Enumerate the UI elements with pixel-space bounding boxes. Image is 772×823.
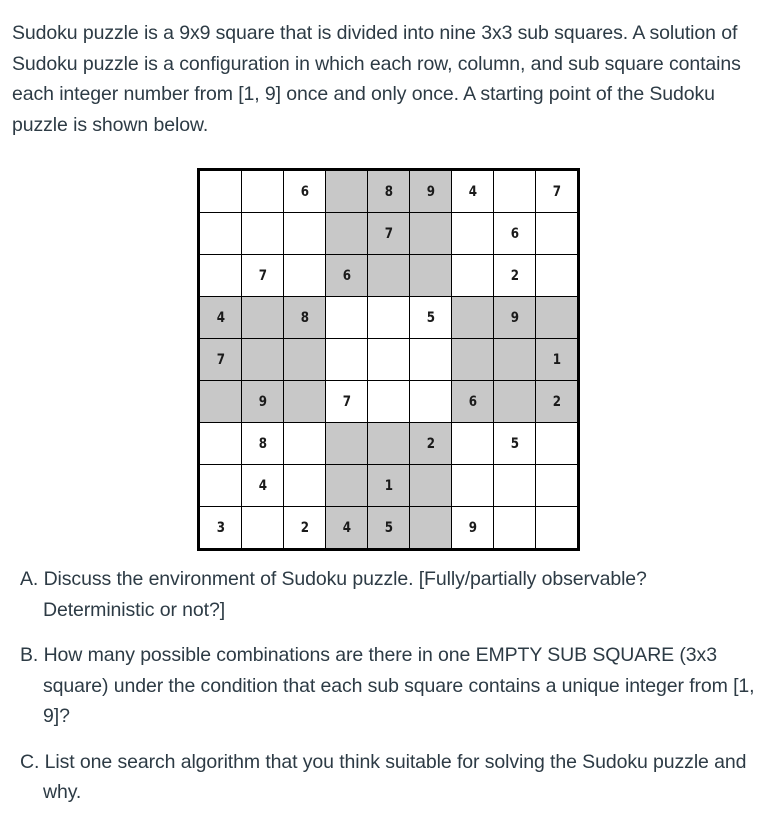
- sudoku-cell-value: 9: [468, 519, 477, 536]
- sudoku-cell: [284, 423, 326, 465]
- sudoku-cell: [368, 339, 410, 381]
- sudoku-cell: [326, 255, 368, 297]
- sudoku-row: [199, 297, 579, 339]
- sudoku-cell-value: 8: [300, 309, 309, 326]
- sudoku-cell: [452, 339, 494, 381]
- sudoku-row: [199, 170, 579, 213]
- sudoku-cell: [410, 507, 452, 550]
- sudoku-cell: [536, 170, 579, 213]
- sudoku-row: [199, 255, 579, 297]
- sudoku-cell-value: 4: [342, 519, 351, 536]
- sudoku-row: [199, 465, 579, 507]
- sudoku-cell: [199, 297, 242, 339]
- sudoku-cell: [242, 423, 284, 465]
- sudoku-cell-value: 6: [342, 267, 351, 284]
- sudoku-cell: [326, 507, 368, 550]
- sudoku-cell: [284, 465, 326, 507]
- sudoku-cell: [494, 423, 536, 465]
- sudoku-cell: [242, 213, 284, 255]
- sudoku-cell-value: 1: [384, 477, 393, 494]
- sudoku-cell: [452, 213, 494, 255]
- sudoku-row: [199, 507, 579, 550]
- sudoku-cell: [452, 507, 494, 550]
- sudoku-board: [197, 168, 567, 538]
- sudoku-cell: [326, 381, 368, 423]
- sudoku-cell: [199, 255, 242, 297]
- sudoku-cell: [326, 213, 368, 255]
- sudoku-cell-value: 2: [510, 267, 519, 284]
- sudoku-cell: [242, 465, 284, 507]
- sudoku-cell: [368, 423, 410, 465]
- sudoku-cell: [199, 507, 242, 550]
- sudoku-cell: [326, 465, 368, 507]
- sudoku-cell: [199, 339, 242, 381]
- sudoku-cell: [284, 213, 326, 255]
- sudoku-cell-value: 6: [510, 225, 519, 242]
- sudoku-cell: [199, 170, 242, 213]
- sudoku-cell-value: 8: [384, 183, 393, 200]
- sudoku-cell: [452, 381, 494, 423]
- sudoku-cell: [284, 170, 326, 213]
- sudoku-cell: [242, 507, 284, 550]
- sudoku-grid: [197, 168, 580, 551]
- sudoku-cell: [199, 381, 242, 423]
- sudoku-cell: [410, 465, 452, 507]
- sudoku-cell: [410, 381, 452, 423]
- sudoku-cell-value: 1: [552, 351, 561, 368]
- sudoku-cell-value: 4: [216, 309, 225, 326]
- question-label: C.: [20, 750, 40, 773]
- sudoku-cell-value: 9: [426, 183, 435, 200]
- sudoku-cell: [452, 255, 494, 297]
- sudoku-cell: [199, 465, 242, 507]
- sudoku-cell-value: 7: [552, 183, 561, 200]
- sudoku-cell-value: 3: [216, 519, 225, 536]
- sudoku-cell-value: 5: [510, 435, 519, 452]
- sudoku-cell: [326, 297, 368, 339]
- sudoku-cell: [452, 465, 494, 507]
- sudoku-cell: [368, 297, 410, 339]
- sudoku-cell: [242, 170, 284, 213]
- sudoku-cell: [536, 255, 579, 297]
- sudoku-cell: [410, 213, 452, 255]
- question-item: [20, 564, 760, 625]
- sudoku-cell: [284, 507, 326, 550]
- sudoku-cell: [494, 381, 536, 423]
- sudoku-cell: [494, 170, 536, 213]
- sudoku-cell: [536, 213, 579, 255]
- sudoku-cell-value: 2: [426, 435, 435, 452]
- sudoku-cell: [242, 297, 284, 339]
- sudoku-cell-value: 2: [300, 519, 309, 536]
- sudoku-cell-value: 5: [384, 519, 393, 536]
- sudoku-cell-value: 7: [258, 267, 267, 284]
- sudoku-cell: [494, 339, 536, 381]
- sudoku-cell: [410, 255, 452, 297]
- question-text: List one search algorithm that you think suitable for solving the Sudoku puzzle and why.: [43, 750, 747, 803]
- sudoku-row: [199, 381, 579, 423]
- sudoku-cell: [410, 297, 452, 339]
- sudoku-cell: [368, 170, 410, 213]
- sudoku-cell: [410, 339, 452, 381]
- sudoku-cell: [368, 381, 410, 423]
- sudoku-cell: [368, 507, 410, 550]
- sudoku-cell-value: 9: [258, 393, 267, 410]
- sudoku-cell: [452, 297, 494, 339]
- sudoku-cell-value: 9: [510, 309, 519, 326]
- sudoku-cell: [536, 297, 579, 339]
- sudoku-cell: [536, 507, 579, 550]
- question-item: [20, 640, 760, 732]
- sudoku-row: [199, 213, 579, 255]
- sudoku-cell: [494, 465, 536, 507]
- sudoku-cell: [284, 255, 326, 297]
- sudoku-cell-value: 7: [384, 225, 393, 242]
- sudoku-row: [199, 423, 579, 465]
- sudoku-cell: [242, 381, 284, 423]
- sudoku-cell: [326, 423, 368, 465]
- question-list: [20, 564, 760, 823]
- sudoku-cell: [536, 423, 579, 465]
- sudoku-cell: [494, 297, 536, 339]
- sudoku-cell: [199, 423, 242, 465]
- sudoku-cell-value: 6: [468, 393, 477, 410]
- sudoku-cell-value: 4: [468, 183, 477, 200]
- sudoku-cell: [284, 339, 326, 381]
- sudoku-cell: [199, 213, 242, 255]
- sudoku-cell: [368, 255, 410, 297]
- sudoku-cell: [284, 381, 326, 423]
- sudoku-cell-value: 4: [258, 477, 267, 494]
- question-text: How many possible combinations are there in one EMPTY SUB SQUARE (3x3 square) under the condition that each sub square contains a unique integer from [1, 9]?: [43, 644, 755, 727]
- sudoku-cell: [410, 170, 452, 213]
- sudoku-cell-value: 6: [300, 183, 309, 200]
- sudoku-cell: [242, 339, 284, 381]
- sudoku-cell: [284, 297, 326, 339]
- sudoku-cell: [368, 213, 410, 255]
- sudoku-cell-value: 7: [342, 393, 351, 410]
- sudoku-cell: [536, 339, 579, 381]
- intro-paragraph: Sudoku puzzle is a 9x9 square that is divided into nine 3x3 sub squares. A solution of Sudoku puzzle is a configuration in which each row, column, and sub square contains each integer number from [1, 9] once and only once. A starting point of the Sudoku puzzle is shown below.: [12, 22, 741, 136]
- sudoku-row: [199, 339, 579, 381]
- sudoku-cell: [494, 507, 536, 550]
- sudoku-cell: [452, 423, 494, 465]
- question-item: [20, 747, 760, 808]
- sudoku-cell-value: 8: [258, 435, 267, 452]
- sudoku-cell-value: 2: [552, 393, 561, 410]
- sudoku-cell: [494, 255, 536, 297]
- sudoku-cell: [410, 423, 452, 465]
- question-label: B.: [20, 644, 39, 666]
- sudoku-cell: [452, 170, 494, 213]
- sudoku-cell: [326, 170, 368, 213]
- sudoku-cell: [536, 465, 579, 507]
- sudoku-cell: [242, 255, 284, 297]
- sudoku-cell-value: 5: [426, 309, 435, 326]
- question-text: Discuss the environment of Sudoku puzzle. [Fully/partially observable? Deterministic or not?]: [43, 568, 647, 621]
- sudoku-cell: [368, 465, 410, 507]
- sudoku-cell: [326, 339, 368, 381]
- sudoku-cell-value: 7: [216, 351, 225, 368]
- sudoku-cell: [494, 213, 536, 255]
- sudoku-cell: [536, 381, 579, 423]
- question-label: A.: [20, 568, 39, 590]
